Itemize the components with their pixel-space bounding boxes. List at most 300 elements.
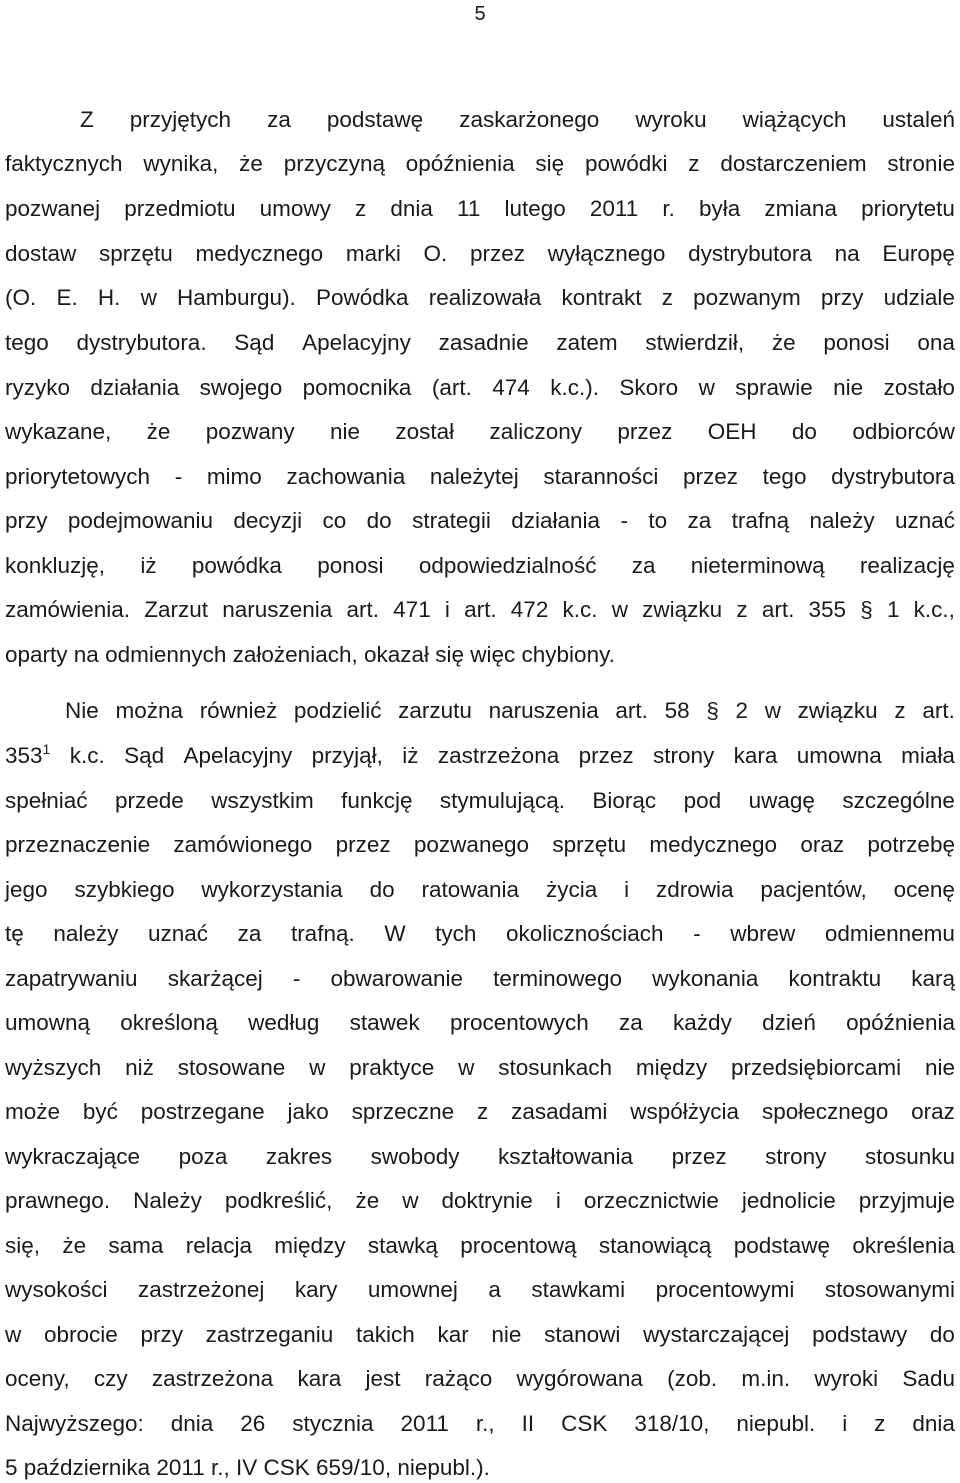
word: swobody — [370, 1144, 460, 1169]
word: Apelacyjny — [183, 743, 293, 768]
word: terminowego — [493, 966, 622, 991]
word: przyjętych — [129, 107, 232, 132]
word: - — [620, 508, 628, 533]
word: § — [860, 597, 873, 622]
word: w — [402, 1188, 419, 1213]
word: art. — [615, 698, 648, 723]
word: konkluzję, — [5, 553, 106, 578]
word: trafną — [731, 508, 790, 533]
text-line — [5, 1320, 955, 1350]
word: wyroku — [635, 107, 707, 132]
word: faktycznych — [5, 151, 123, 176]
word: czy — [93, 1366, 128, 1391]
word: naruszenia — [488, 698, 599, 723]
word: iż — [140, 553, 157, 578]
word: przyczyną — [283, 151, 385, 176]
word: marki — [345, 241, 401, 266]
word: dostaw — [5, 241, 77, 266]
word: - — [292, 966, 301, 991]
word: przez — [470, 241, 526, 266]
word: W — [384, 921, 406, 946]
word: zdrowia — [656, 877, 734, 902]
text-line — [5, 1097, 955, 1127]
word: przez — [617, 419, 673, 444]
word: do — [929, 1322, 955, 1347]
word: stosowane — [177, 1055, 286, 1080]
word: Najwyższego: — [5, 1411, 144, 1436]
text-line — [5, 149, 955, 179]
word: tego — [5, 330, 49, 355]
word: dzień — [762, 1010, 816, 1035]
word: kar — [437, 1322, 469, 1347]
word: kształtowania — [498, 1144, 634, 1169]
word: pozwanej — [5, 196, 101, 221]
word: jednolicie — [741, 1188, 836, 1213]
word: społecznego — [761, 1099, 889, 1124]
word: priorytetu — [861, 196, 955, 221]
text-line — [5, 506, 955, 536]
word: jako — [287, 1099, 329, 1124]
word: stawkami — [531, 1277, 626, 1302]
word: można — [115, 698, 183, 723]
word: staranności — [543, 464, 659, 489]
word: stanowi — [544, 1322, 621, 1347]
word: kontraktu — [788, 966, 882, 991]
word: z — [688, 151, 700, 176]
word: 2011 — [400, 1411, 449, 1436]
word: zamówienia. — [5, 597, 131, 622]
word: medycznego — [649, 832, 777, 857]
word: Należy — [133, 1188, 202, 1213]
text-line — [5, 417, 955, 447]
word: oceny, — [5, 1366, 70, 1391]
word: co — [322, 508, 347, 533]
word: z — [874, 1411, 886, 1436]
word: okolicznościach — [505, 921, 664, 946]
word: do — [369, 877, 395, 902]
word: takich — [355, 1322, 415, 1347]
word: w — [698, 375, 715, 400]
word: zaliczony — [489, 419, 583, 444]
text-line — [5, 1186, 955, 1216]
word: się, — [5, 1233, 41, 1258]
word: wygórowana — [516, 1366, 643, 1391]
word: działania — [90, 375, 180, 400]
word: szybkiego — [74, 877, 175, 902]
word: zarzutu — [398, 698, 472, 723]
word: E. — [56, 285, 78, 310]
word: ona — [917, 330, 955, 355]
word: m.in. — [741, 1366, 791, 1391]
text-line — [5, 551, 955, 581]
word: uznać — [147, 921, 209, 946]
word: procentowych — [449, 1010, 589, 1035]
word: realizację — [859, 553, 955, 578]
word: prawnego. — [5, 1188, 111, 1213]
word: zastrzeganiu — [205, 1322, 334, 1347]
word: to — [648, 508, 668, 533]
word: należy — [809, 508, 875, 533]
word: procentową — [460, 1233, 577, 1258]
word: w — [309, 1055, 326, 1080]
word: ryzyko — [5, 375, 71, 400]
word: odpowiedzialność — [418, 553, 597, 578]
text-line — [5, 1275, 955, 1305]
word: w — [458, 1055, 475, 1080]
text-line — [5, 640, 955, 670]
word: na — [834, 241, 860, 266]
word: kara — [733, 743, 778, 768]
word: lutego — [504, 196, 566, 221]
word: Z — [80, 107, 94, 132]
text-line — [5, 741, 955, 771]
word: tych — [435, 921, 477, 946]
word: między — [274, 1233, 346, 1258]
word: ustaleń — [882, 107, 955, 132]
word: zastrzeżonej — [138, 1277, 265, 1302]
word: stosunku — [864, 1144, 955, 1169]
word: że — [62, 1233, 87, 1258]
word: pozwanym — [693, 285, 801, 310]
word: przyjął, — [311, 743, 383, 768]
word: się — [535, 151, 565, 176]
word: za — [687, 508, 712, 533]
word: podstawę — [733, 1233, 831, 1258]
word: przyjmuje — [858, 1188, 955, 1213]
word: działania — [511, 508, 601, 533]
word: stanowiącą — [598, 1233, 712, 1258]
word: za — [631, 553, 656, 578]
word: określoną — [120, 1010, 218, 1035]
word: przy — [140, 1322, 183, 1347]
word: może — [5, 1099, 61, 1124]
word: praktyce — [349, 1055, 435, 1080]
word: Powódka — [316, 285, 409, 310]
word: (art. — [431, 375, 472, 400]
word: z — [736, 597, 748, 622]
word: 11 — [457, 196, 481, 221]
word: zmiana — [764, 196, 837, 221]
word: zamówionego — [173, 832, 313, 857]
word: niepubl. — [736, 1411, 816, 1436]
word: odbiorców — [852, 419, 955, 444]
word: pozwanego — [413, 832, 529, 857]
word: przeznaczenie — [5, 832, 151, 857]
word: miała — [901, 743, 955, 768]
word: tę — [5, 921, 24, 946]
word: r. — [662, 196, 675, 221]
word: związku — [642, 597, 723, 622]
word: oraz — [800, 832, 845, 857]
word: pozwany — [205, 419, 295, 444]
word: uwagę — [748, 788, 815, 813]
word: nie — [924, 1055, 955, 1080]
word: k.c. — [562, 597, 598, 622]
word: Zarzut — [144, 597, 209, 622]
word: art. — [464, 597, 497, 622]
word: zastrzeżona — [151, 1366, 274, 1391]
word: sprzętu — [99, 241, 173, 266]
word: podstawy — [812, 1322, 908, 1347]
word: być — [82, 1099, 118, 1124]
word: do — [366, 508, 392, 533]
word: 471 — [393, 597, 431, 622]
word: kary — [294, 1277, 338, 1302]
word: § — [706, 698, 719, 723]
word: stosunkach — [498, 1055, 613, 1080]
word: wykazane, — [5, 419, 112, 444]
word: że — [771, 330, 796, 355]
word: udziale — [883, 285, 955, 310]
word: stymulującą. — [439, 788, 565, 813]
word: przedsiębiorcami — [731, 1055, 902, 1080]
word: wszystkim — [211, 788, 314, 813]
word: związku — [797, 698, 878, 723]
word: zapatrywaniu — [5, 966, 138, 991]
word: dystrybutora — [831, 464, 955, 489]
text-line — [5, 1008, 955, 1038]
word: 1 — [886, 597, 900, 622]
word: że — [146, 419, 171, 444]
word: (O. — [5, 285, 37, 310]
word: dystrybutora — [688, 241, 812, 266]
word: wyższych — [5, 1055, 102, 1080]
word: wysokości — [5, 1277, 108, 1302]
word: z — [894, 698, 906, 723]
word: należytej — [429, 464, 519, 489]
word: za — [237, 921, 262, 946]
text-line — [5, 1053, 955, 1083]
word: Biorąc — [592, 788, 657, 813]
word: realizowała — [428, 285, 542, 310]
text-line — [5, 830, 955, 860]
text-line — [5, 1231, 955, 1261]
word: a — [488, 1277, 501, 1302]
word: życia — [545, 877, 598, 902]
text-line — [5, 875, 955, 905]
word: Skoro — [619, 375, 679, 400]
word: ratowania — [421, 877, 520, 902]
word: z — [661, 285, 673, 310]
word: stosowanymi — [824, 1277, 955, 1302]
word: i — [444, 597, 450, 622]
word: należy — [53, 921, 119, 946]
text-line — [5, 595, 955, 625]
word: Sąd — [234, 330, 275, 355]
word: podejmowaniu — [67, 508, 213, 533]
word: z — [477, 1099, 489, 1124]
word: funkcję — [341, 788, 413, 813]
word: do — [791, 419, 817, 444]
word: pacjentów, — [760, 877, 867, 902]
word: OEH — [707, 419, 757, 444]
word: opóźnienia — [846, 1010, 955, 1035]
text-line — [5, 964, 955, 994]
word: nie — [833, 375, 864, 400]
text-line — [5, 462, 955, 492]
word: kontrakt — [561, 285, 642, 310]
word: uznać — [894, 508, 955, 533]
word: dnia — [390, 196, 433, 221]
word: k.c. — [69, 743, 105, 768]
word: oraz — [911, 1099, 955, 1124]
word: doktrynie — [441, 1188, 533, 1213]
word: H. — [97, 285, 121, 310]
word: przy — [820, 285, 864, 310]
text-line — [65, 696, 955, 726]
word: wbrew — [730, 921, 796, 946]
word: za — [267, 107, 291, 132]
word: k.c., — [913, 597, 955, 622]
word: odmiennemu — [824, 921, 955, 946]
word: został — [395, 419, 455, 444]
article-number: $353^1$ — [5, 741, 51, 768]
word: każdy — [673, 1010, 732, 1035]
word: ponosi — [317, 553, 384, 578]
word: r., — [475, 1411, 495, 1436]
word: stycznia — [292, 1411, 374, 1436]
word: wynika, — [143, 151, 219, 176]
word: art. — [761, 597, 795, 622]
word: stwierdził, — [645, 330, 745, 355]
word: Nie — [65, 698, 99, 723]
word: że — [239, 151, 263, 176]
word: 318/10, — [634, 1411, 710, 1436]
word: przedmiotu — [124, 196, 236, 221]
word: podzielić — [293, 698, 382, 723]
text-line — [5, 786, 955, 816]
word: k.c.). — [550, 375, 599, 400]
word: Sąd — [124, 743, 165, 768]
word: nie — [491, 1322, 522, 1347]
word: 26 — [240, 1411, 266, 1436]
word: zakres — [265, 1144, 333, 1169]
text-line — [5, 919, 955, 949]
word: w — [764, 698, 781, 723]
word: relacja — [185, 1233, 252, 1258]
word: podstawę — [326, 107, 424, 132]
word: poza — [178, 1144, 228, 1169]
word: umowną — [5, 1010, 91, 1035]
word: i — [842, 1411, 848, 1436]
word: wyroki — [814, 1366, 879, 1391]
word: naruszenia — [222, 597, 333, 622]
text-line — [80, 105, 955, 135]
word: (zob. — [667, 1366, 718, 1391]
word: w — [140, 285, 157, 310]
text-line — [5, 1409, 955, 1439]
word: CSK — [561, 1411, 608, 1436]
word: dystrybutora. — [76, 330, 207, 355]
word: wykraczające — [5, 1144, 141, 1169]
word: dostarczeniem — [720, 151, 867, 176]
word: priorytetowych — [5, 464, 151, 489]
word: trafną. — [290, 921, 355, 946]
text-line — [5, 1142, 955, 1172]
word: zasadnie — [438, 330, 529, 355]
word: pod — [683, 788, 722, 813]
word: wykorzystania — [201, 877, 343, 902]
word: nieterminową — [690, 553, 825, 578]
word: współżycia — [630, 1099, 740, 1124]
word: podkreślić, — [224, 1188, 333, 1213]
word: w — [611, 597, 628, 622]
word: wyłącznego — [547, 241, 666, 266]
word: obrocie — [43, 1322, 118, 1347]
word: Europę — [882, 241, 955, 266]
word: art. — [922, 698, 955, 723]
word: strony — [765, 1144, 827, 1169]
word: strategii — [412, 508, 491, 533]
word: sprzętu — [552, 832, 627, 857]
word: Apelacyjny — [302, 330, 411, 355]
word: zasadami — [511, 1099, 608, 1124]
word: określenia — [852, 1233, 955, 1258]
word: II — [521, 1411, 535, 1436]
word: wiążących — [742, 107, 847, 132]
word: szczególne — [842, 788, 955, 813]
word: zaskarżonego — [459, 107, 600, 132]
word: postrzegane — [140, 1099, 265, 1124]
word: że — [355, 1188, 380, 1213]
word: przez — [683, 464, 739, 489]
word: 355 — [808, 597, 847, 622]
word: i — [624, 877, 630, 902]
word: strony — [652, 743, 715, 768]
word: orzecznictwie — [583, 1188, 719, 1213]
word: przez — [335, 832, 391, 857]
word: według — [248, 1010, 320, 1035]
word: przez — [671, 1144, 727, 1169]
word: dnia — [912, 1411, 955, 1436]
word: O. — [423, 241, 448, 266]
word: Hamburgu). — [177, 285, 296, 310]
page-number: 5 — [474, 3, 486, 25]
word: zostało — [883, 375, 955, 400]
word: ponosi — [823, 330, 890, 355]
text-line — [5, 283, 955, 313]
word: w — [5, 1322, 22, 1347]
word: spełniać — [5, 788, 88, 813]
word: umowy — [259, 196, 331, 221]
word: kara — [297, 1366, 342, 1391]
word: sprawie — [735, 375, 813, 400]
word: stawką — [367, 1233, 438, 1258]
word: rażąco — [424, 1366, 493, 1391]
word: swojego — [199, 375, 283, 400]
word: powódki — [584, 151, 668, 176]
word: umownej — [367, 1277, 458, 1302]
word: wystarczającej — [643, 1322, 790, 1347]
word: 2011 — [589, 196, 639, 221]
word: decyzji — [233, 508, 303, 533]
word: 474 — [492, 375, 530, 400]
word: skarżącej — [167, 966, 263, 991]
word: 2 — [735, 698, 749, 723]
word: Sadu — [902, 1366, 955, 1391]
word: procentowymi — [655, 1277, 795, 1302]
word: niż — [125, 1055, 154, 1080]
text-line — [5, 239, 955, 269]
word: za — [619, 1010, 643, 1035]
word: jego — [5, 877, 48, 902]
word: stronie — [887, 151, 955, 176]
word: nie — [329, 419, 360, 444]
text-line — [5, 328, 955, 358]
word: między — [635, 1055, 708, 1080]
line-text: 5 października 2011 r., IV CSK 659/10, niepubl.). — [5, 1455, 490, 1480]
word: 58 — [664, 698, 690, 723]
